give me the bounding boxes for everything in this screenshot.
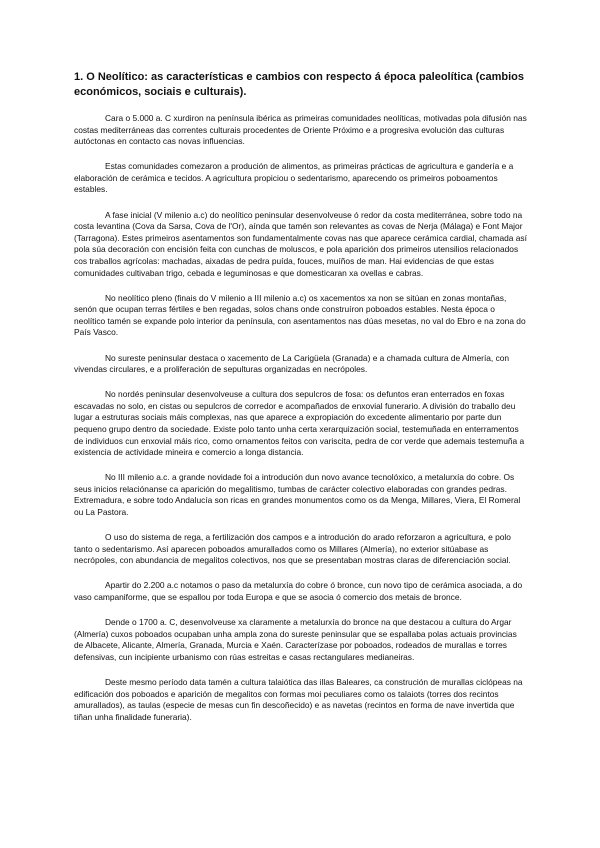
paragraph-4: No neolítico pleno (finais do V milenio a III milenio a.c) os xacementos xa non se sitúan en zonas montañas, senón que ocupan terras fértiles e ben regadas, solos chans onde construíron poboados estables. Nesta época o neolítico tamén se expande polo interior da península, con asentamentos nas dúas mesetas, no val do Ebro e na zona do País Vasco.: [74, 292, 526, 338]
paragraph-3: A fase inicial (V milenio a.c) do neolítico peninsular desenvolveuse ó redor da costa mediterránea, sobre todo na costa levantina (Cova da Sarsa, Cova de l'Or), aínda que tamén son relevantes as covas de Nerja (Málaga) e Font Major (Tarragona). Estes primeiros asentamentos son fundamentalmente covas nas que aparece cerámica cardial, chamada así pola súa decoración con encisión feita con cunchas de moluscos, e pola aparición dos primeiros utensilios relacionados cos traballos agrícolas: machadas, aixadas de pedra puída, fouces, muíños de man. Hai evidencias de que estas comunidades cultivaban trigo, cebada e leguminosas e que domesticaran xa ovellas e cabras.: [74, 209, 527, 278]
paragraph-9: Apartir do 2.200 a.c notamos o paso da metalurxía do cobre ó bronce, cun novo tipo de cerámica asociada, a do vaso campaniforme, que se espallou por toda Europa e que se asocia ó comercio dos metais de bronce.: [74, 580, 523, 602]
paragraph-10: Dende o 1700 a. C, desenvolveuse xa claramente a metalurxía do bronce na que destacou a cultura do Argar (Almería) cuxos poboados ocupaban unha ampla zona do sureste peninsular que se espallaba polas actuais provincias de Albacete, Alicante, Almería, Granada, Murcia e Xaén. Caracterízase por poboados, rodeados de murallas e torres defensivas, cun incipiente urbanismo con rúas estreitas e casas rectangulares medianeiras.: [74, 617, 517, 662]
section-heading: 1. O Neolítico: as características e cambios con respecto á época paleolítica (cambios económicos, sociais e culturais).: [74, 71, 524, 98]
paragraph-8: O uso do sistema de rega, a fertilización dos campos e a introdución do arado reforzaron a agricultura, e polo tanto o sedentarismo. Así aparecen poboados amurallados como os Millares (Almería), no exterior sitúabase as necrópoles, con abundancia de megalitos colectivos, nos que se presentaban mostras claras de diferenciación social.: [74, 532, 511, 566]
paragraph-1: Cara o 5.000 a. C xurdiron na península ibérica as primeiras comunidades neolíticas, motivadas pola difusión nas costas mediterráneas das correntes culturais procedentes de Oriente Próximo e a progresiva evolución das culturas autóctonas en contacto cas novas influencias.: [74, 113, 527, 147]
paragraph-7: No III milenio a.c. a grande novidade foi a introdución dun novo avance tecnolóxico, a metalurxía do cobre. Os seus inicios relaciónanse ca aparición do megalitismo, tumbas de carácter colectivo elaboradas con grandes pedras. Extremadura, e sobre todo Andalucía son ricas en grandes monumentos como os da Menga, Millares, Viera, El Romeral ou La Pastora.: [74, 472, 521, 518]
paragraph-6: No nordés peninsular desenvolveuse a cultura dos sepulcros de fosa: os defuntos eran enterrados en foxas escavadas no solo, en cistas ou sepulcros de corredor e acompañados de enxovial funerario. A división do traballo deu lugar a estruturas sociais máis complexas, nas que aparece a expropiación do excedente alimentario por parte dun pequeno grupo dentro da sociedade. Existe polo tanto unha certa xerarquización social, testemuñada en enterramentos de individuos cun enxovial máis rico, como ornamentos feitos con variscita, pedra de cor verde que ademais testemuña a existencia de actividade mineira e comercio a longa distancia.: [74, 389, 525, 458]
paragraph-5: No sureste peninsular destaca o xacemento de La Carigüela (Granada) e a chamada cultura de Almería, con vivendas circulares, e a proliferación de sepulturas organizadas en necrópoles.: [74, 352, 510, 375]
paragraph-11: Deste mesmo período data tamén a cultura talaiótica das illas Baleares, ca construción de murallas ciclópeas na edificación dos poboados e aparición de megalitos con formas moi peculiares como os talaiots (torres dos recintos amurallados), as taulas (especie de mesas cun fin descoñecido) e as navetas (recintos en forma de nave invertida que tiñan unha finalidade funeraria).: [74, 676, 523, 722]
paragraph-2: Estas comunidades comezaron a produción de alimentos, as primeiras prácticas de agricultura e gandería e a elaboración de cerámica e tecidos. A agricultura propiciou o sedentarismo, aparecendo os primeiros poboamentos estables.: [74, 161, 514, 195]
